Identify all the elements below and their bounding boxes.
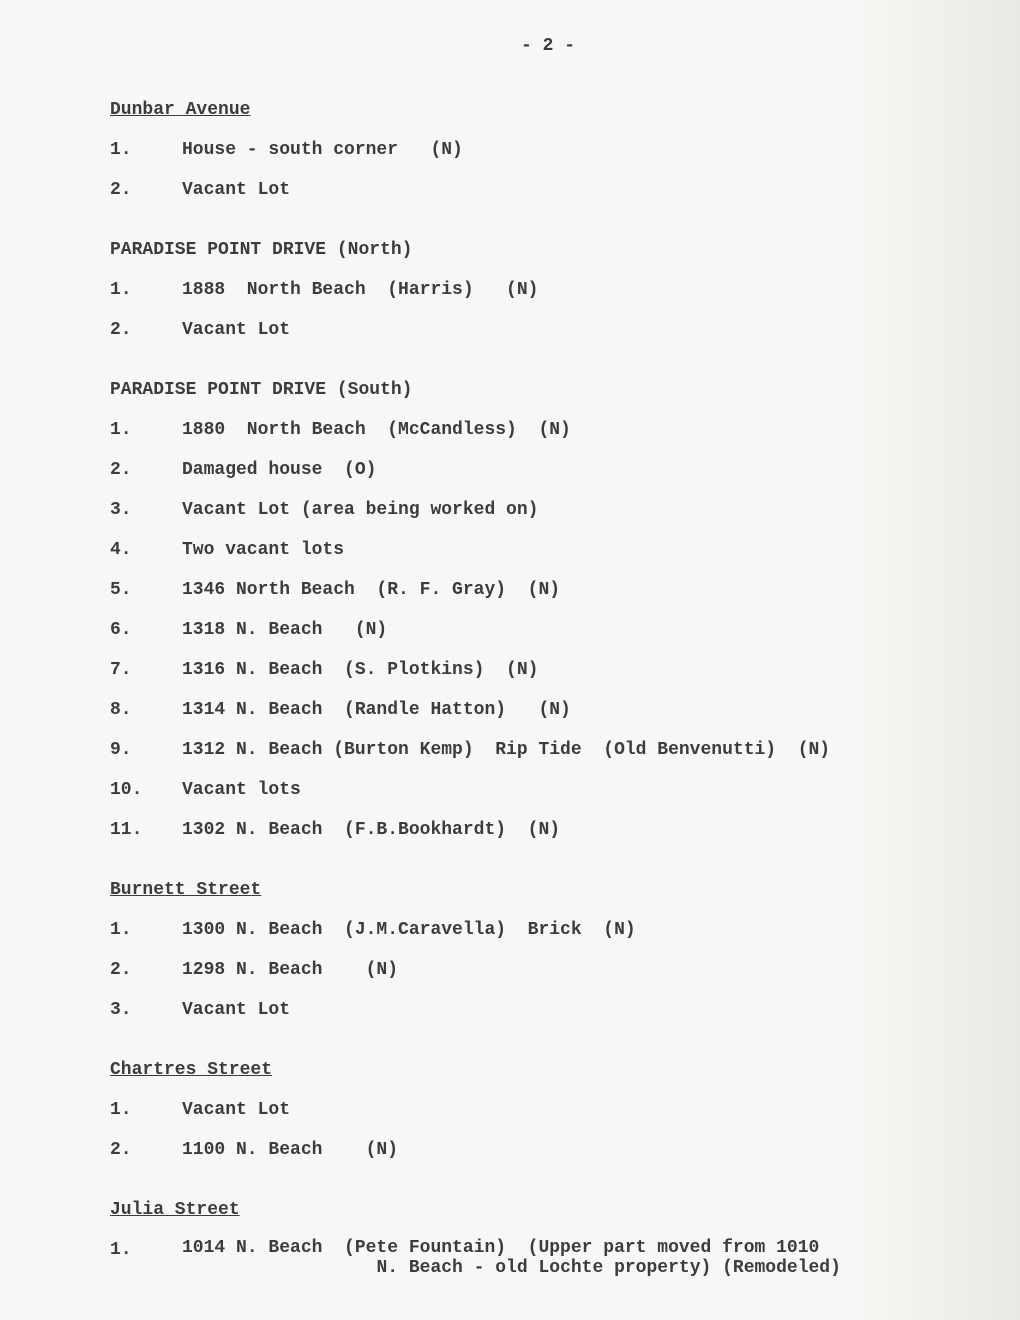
section-burnett-street <box>110 878 990 1038</box>
item-text: 1880 North Beach (McCandless) (N) <box>182 420 571 440</box>
list-item <box>110 138 990 178</box>
item-text: Vacant Lot <box>182 1100 291 1120</box>
item-text: House - south corner (N) <box>182 140 463 160</box>
item-text: 1346 North Beach (R. F. Gray) (N) <box>182 580 561 600</box>
list-item <box>110 1238 990 1282</box>
item-number: 8. <box>110 700 132 720</box>
page-number: - 2 - <box>520 36 575 56</box>
list-item <box>110 778 990 818</box>
list-item <box>110 998 990 1038</box>
section-paradise-point-north <box>110 238 990 358</box>
list-item <box>110 1138 990 1178</box>
item-text: 1298 N. Beach (N) <box>182 960 399 980</box>
item-number: 2. <box>110 1140 132 1160</box>
item-number: 1. <box>110 140 132 160</box>
list-item <box>110 458 990 498</box>
list-item <box>110 738 990 778</box>
item-number: 3. <box>110 1000 132 1020</box>
item-text: 1302 N. Beach (F.B.Bookhardt) (N) <box>182 820 561 840</box>
list-item <box>110 578 990 618</box>
list-item <box>110 818 990 858</box>
item-number: 1. <box>110 420 132 440</box>
item-number: 1. <box>110 1100 132 1120</box>
item-number: 9. <box>110 740 132 760</box>
list-item <box>110 918 990 958</box>
list-item <box>110 538 990 578</box>
item-number: 2. <box>110 320 132 340</box>
item-text: Two vacant lots <box>182 540 345 560</box>
item-number: 2. <box>110 460 132 480</box>
section-heading: Burnett Street <box>110 880 262 900</box>
item-text: Vacant Lot (area being worked on) <box>182 500 539 520</box>
section-dunbar-avenue <box>110 98 990 218</box>
list-item <box>110 658 990 698</box>
item-text: 1888 North Beach (Harris) (N) <box>182 280 539 300</box>
item-text: Vacant lots <box>182 780 301 800</box>
item-text: 1314 N. Beach (Randle Hatton) (N) <box>182 700 571 720</box>
list-item <box>110 318 990 358</box>
item-text: Damaged house (O) <box>182 460 377 480</box>
item-number: 7. <box>110 660 132 680</box>
section-heading: Julia Street <box>110 1200 240 1220</box>
section-chartres-street <box>110 1058 990 1178</box>
list-item <box>110 618 990 658</box>
list-item <box>110 178 990 218</box>
item-text: 1312 N. Beach (Burton Kemp) Rip Tide (Old Benvenutti) (N) <box>182 740 831 760</box>
item-number: 2. <box>110 180 132 200</box>
list-item <box>110 1098 990 1138</box>
item-number: 2. <box>110 960 132 980</box>
section-paradise-point-south <box>110 378 990 858</box>
item-number: 3. <box>110 500 132 520</box>
list-item <box>110 418 990 458</box>
item-text: Vacant Lot <box>182 180 291 200</box>
item-text: 1100 N. Beach (N) <box>182 1140 399 1160</box>
item-number: 1. <box>110 280 132 300</box>
list-item <box>110 958 990 998</box>
list-item <box>110 498 990 538</box>
section-heading: PARADISE POINT DRIVE (South) <box>110 380 413 400</box>
item-text: 1014 N. Beach (Pete Fountain) (Upper part moved from 1010 N. Beach - old Lochte property) (Remodeled) <box>182 1238 841 1278</box>
item-text: Vacant Lot <box>182 1000 291 1020</box>
section-heading: PARADISE POINT DRIVE (North) <box>110 240 413 260</box>
section-julia-street <box>110 1198 990 1282</box>
list-item <box>110 698 990 738</box>
item-number: 1. <box>110 1240 132 1260</box>
list-item <box>110 278 990 318</box>
item-number: 1. <box>110 920 132 940</box>
item-text: Vacant Lot <box>182 320 291 340</box>
item-text: 1316 N. Beach (S. Plotkins) (N) <box>182 660 539 680</box>
item-number: 11. <box>110 820 143 840</box>
item-text: 1318 N. Beach (N) <box>182 620 388 640</box>
item-text: 1300 N. Beach (J.M.Caravella) Brick (N) <box>182 920 636 940</box>
item-number: 6. <box>110 620 132 640</box>
item-number: 5. <box>110 580 132 600</box>
section-heading: Chartres Street <box>110 1060 273 1080</box>
item-number: 4. <box>110 540 132 560</box>
section-heading: Dunbar Avenue <box>110 100 251 120</box>
item-number: 10. <box>110 780 143 800</box>
